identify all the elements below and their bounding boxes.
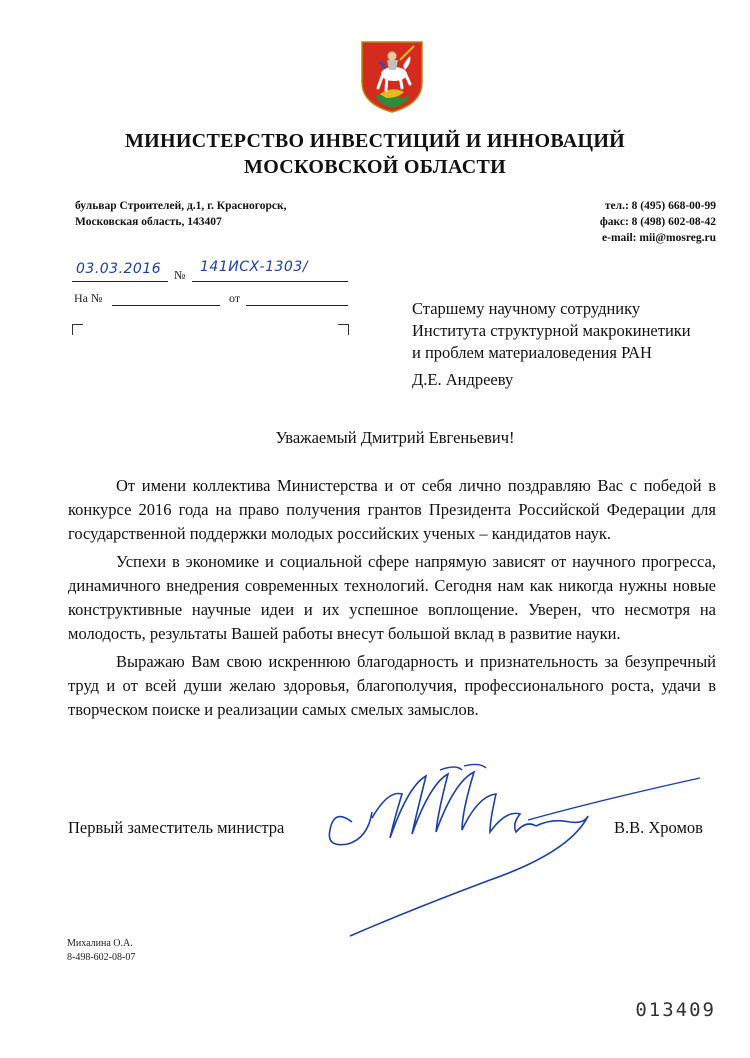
body-paragraph: От имени коллектива Министерства и от себя лично поздравляю Вас с победой в конкурсе 2016 года на право получения грантов Президента Российской Федерации для государственной поддержки молодых российских ученых – кандидатов наук. — [68, 476, 716, 543]
body-paragraph: Успехи в экономике и социальной сфере напрямую зависят от научного прогресса, динамичного внедрения современных технологий. Сегодня нам как никогда нужны новые конструктивные научные идеи и их успешное воплощение. Уверен, что несмотря на молодость, результаты Вашей работы внесут большой вклад в развитие науки. — [68, 552, 716, 643]
body-paragraph: Выражаю Вам свою искреннюю благодарность и признательность за безупречный труд и от всей души желаю здоровья, благополучия, профессионального роста, удачи в творческом поиске и реализации самых смелых замыслов. — [68, 652, 716, 719]
organization-address — [75, 198, 286, 230]
phone-number: тел.: 8 (495) 668-00-99 — [604, 200, 716, 212]
handwritten-signature — [290, 760, 730, 940]
organization-name-line2: МОСКОВСКОЙ ОБЛАСТИ — [244, 156, 506, 178]
signatory-name: В.В. Хромов — [614, 818, 703, 837]
organization-contacts — [600, 198, 716, 246]
handwritten-outgoing-number: 141ИСХ-1303/ — [200, 259, 308, 275]
reference-from-label: от — [229, 291, 241, 305]
date-underline — [72, 281, 168, 282]
corner-mark-right — [338, 324, 349, 335]
addressee-line: Старшему научному сотруднику — [412, 299, 641, 318]
addressee-name: Д.Е. Андрееву — [412, 370, 514, 389]
handwritten-date: 03.03.2016 — [76, 261, 162, 277]
moscow-oblast-emblem — [356, 38, 428, 114]
number-sign: № — [174, 268, 186, 282]
organization-name-line1: МИНИСТЕРСТВО ИНВЕСТИЦИЙ И ИННОВАЦИЙ — [124, 130, 626, 152]
signatory-position: Первый заместитель министра — [68, 818, 285, 837]
email-address: e-mail: mii@mosreg.ru — [602, 232, 716, 244]
reference-number-line — [112, 305, 220, 306]
fax-number: факс: 8 (498) 602-08-42 — [599, 216, 716, 228]
letter-body — [68, 474, 716, 726]
number-underline — [192, 281, 348, 282]
addressee-line: и проблем материаловедения РАН — [412, 343, 652, 362]
corner-mark-left — [72, 324, 83, 335]
executor-name: Михалина О.А. — [67, 938, 133, 949]
address-line: Московская область, 143407 — [75, 216, 222, 228]
document-number: 013409 — [635, 999, 716, 1021]
address-line: бульвар Строителей, д.1, г. Красногорск, — [75, 200, 287, 212]
reference-label: На № — [74, 291, 103, 305]
reference-date-line — [246, 305, 348, 306]
addressee-line: Института структурной макрокинетики — [412, 321, 691, 340]
greeting: Уважаемый Дмитрий Евгеньевич! — [275, 428, 515, 447]
executor-phone: 8-498-602-08-07 — [67, 952, 136, 963]
